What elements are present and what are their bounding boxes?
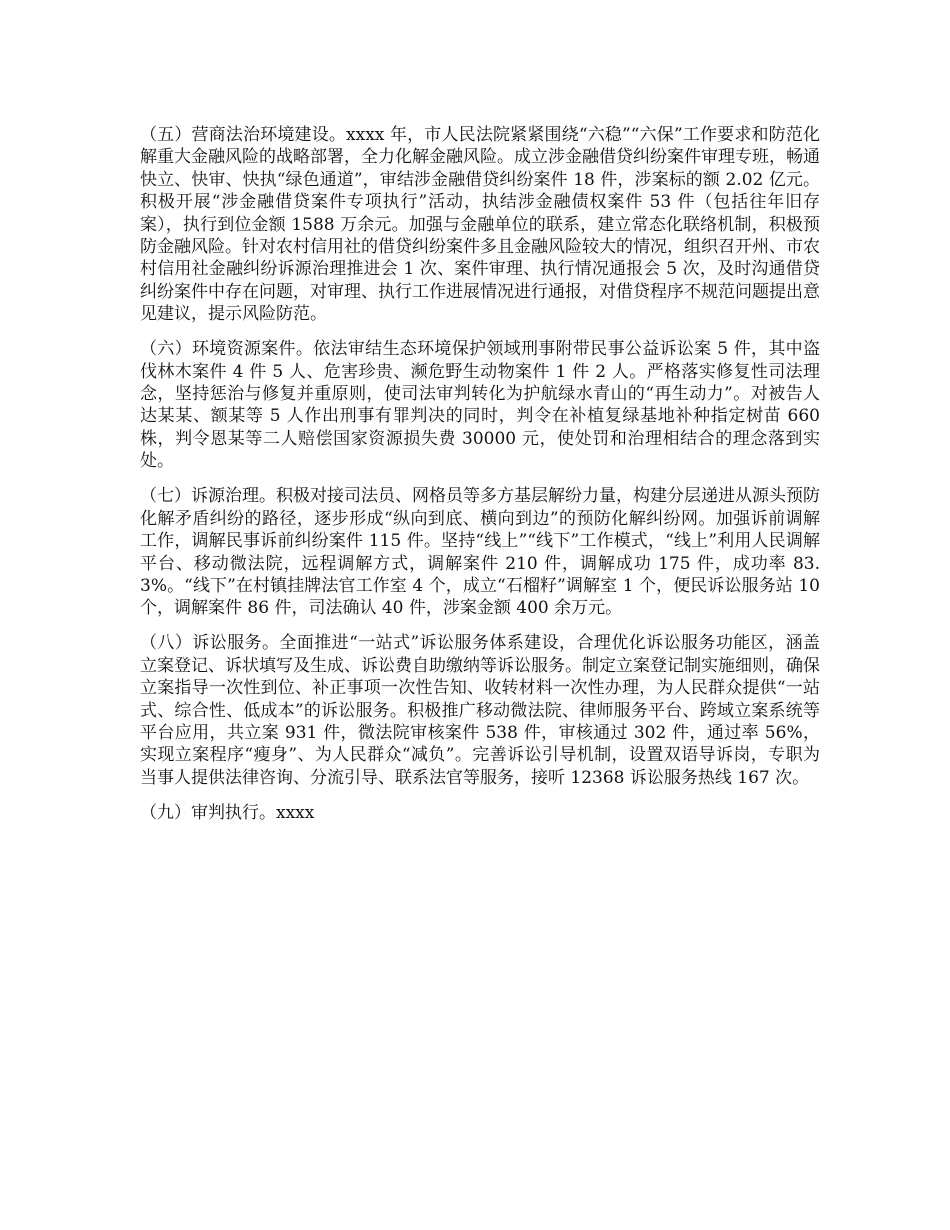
paragraph-environmental-resources-cases: （六）环境资源案件。依法审结生态环境保护领域刑事附带民事公益诉讼案 5 件，其中盗伐林木案件 4 件 5 人、危害珍贵、濒危野生动物案件 1 件 2 人。严格落实修复性司法理念，坚持惩治与修复并重原则，使司法审判转化为护航绿水青山的“再生动力”。对被告人达某某、额某等 5 人作出刑事有罪判决的同时，判令在补植复绿基地补种指定树苗 660 株，判令恩某等二人赔偿国家资源损失费 30000 元，使处罚和治理相结合的理念落到实处。: [140, 339, 820, 472]
paragraph-business-legal-environment: （五）营商法治环境建设。xxxx 年，市人民法院紧紧围绕“六稳”“六保”工作要求和防范化解重大金融风险的战略部署，全力化解金融风险。成立涉金融借贷纠纷案件审理专班，畅通快立、快审、快执“绿色通道”，审结涉金融借贷纠纷案件 18 件，涉案标的额 2.02 亿元。积极开展“涉金融借贷案件专项执行”活动，执结涉金融债权案件 53 件（包括往年旧存案），执行到位金额 1588 万余元。加强与金融单位的联系，建立常态化联络机制，积极预防金融风险。针对农村信用社的借贷纠纷案件多且金融风险较大的情况，组织召开州、市农村信用社金融纠纷诉源治理推进会 1 次、案件审理、执行情况通报会 5 次，及时沟通借贷纠纷案件中存在问题，对审理、执行工作进展情况进行通报，对借贷程序不规范问题提出意见建议，提示风险防范。: [140, 125, 820, 325]
document-body: [140, 124, 820, 837]
paragraph-litigation-source-governance: （七）诉源治理。积极对接司法员、网格员等多方基层解纷力量，构建分层递进从源头预防化解矛盾纠纷的路径，逐步形成“纵向到底、横向到边”的预防化解纠纷网。加强诉前调解工作，调解民事诉前纠纷案件 115 件。坚持“线上”“线下”工作模式，“线上”利用人民调解平台、移动微法院，远程调解方式，调解案件 210 件，调解成功 175 件，成功率 83.3%。“线下”在村镇挂牌法官工作室 4 个，成立“石榴籽”调解室 1 个，便民诉讼服务站 10 个，调解案件 86 件，司法确认 40 件，涉案金额 400 余万元。: [140, 486, 820, 619]
paragraph-trial-execution: （九）审判执行。xxxx: [140, 802, 315, 823]
paragraph-litigation-services: （八）诉讼服务。全面推进“一站式”诉讼服务体系建设，合理优化诉讼服务功能区，涵盖立案登记、诉状填写及生成、诉讼费自助缴纳等诉讼服务。制定立案登记制实施细则，确保立案指导一次性到位、补正事项一次性告知、收转材料一次性办理，为人民群众提供“一站式、综合性、低成本”的诉讼服务。积极推广移动微法院、律师服务平台、跨域立案系统等平台应用，共立案 931 件，微法院审核案件 538 件，审核通过 302 件，通过率 56%，实现立案程序“瘦身”、为人民群众“减负”。完善诉讼引导机制，设置双语导诉岗，专职为当事人提供法律咨询、分流引导、联系法官等服务，接听 12368 诉讼服务热线 167 次。: [140, 633, 820, 788]
